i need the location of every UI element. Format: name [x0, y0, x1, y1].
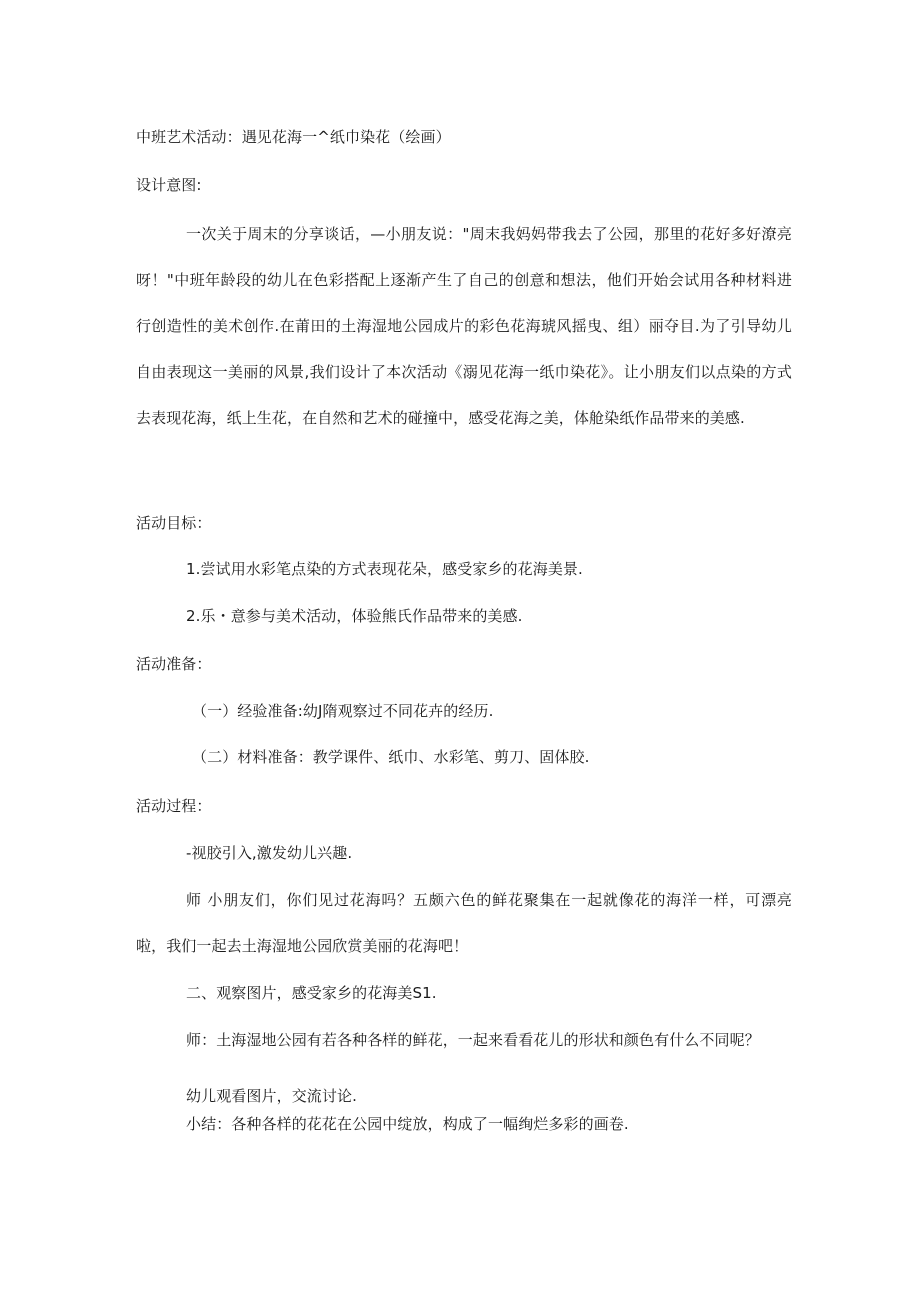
process-step-2: 二、观察图片，感受家乡的花海美S1.	[186, 984, 437, 1002]
prep-heading: 活动准备：	[136, 655, 212, 673]
process-heading: 活动过程：	[136, 797, 212, 815]
design-intent-paragraph: 一次关于周末的分享谈话，—小朋友说："周末我妈妈带我去了公园，那里的花好多好潦亮呀！"中班年龄段的幼儿在色彩搭配上逐渐产生了自己的创意和想法，他们开始会试用各种材料进行创造性的美术创作.在莆田的土海湿地公园成片的彩色花海琥风摇曳、组）丽夺目.为了引导幼儿自由表现这一美丽的风景,我们设计了本次活动《溺见花海一纸巾染花》。让小朋友们以点染的方式去表现花海，纸上生花，在自然和艺术的碰撞中，感受花海之美，体舱染纸作品带来的美感.	[136, 225, 792, 427]
design-intent-heading: 设计意图:	[136, 176, 202, 194]
prep-item-2: （二）材料准备：教学课件、纸巾、水彩笔、剪刀、固体胶.	[192, 748, 590, 766]
teacher-dialogue-2: 师：土海湿地公园有若各种各样的鲜花，一起来看看花儿的形状和颜色有什么不同呢？	[186, 1031, 760, 1049]
children-observe: 幼儿观看图片，交流讨论.	[186, 1087, 357, 1105]
process-step-1: -视胶引入,激发幼儿兴趣.	[186, 844, 353, 862]
goals-heading: 活动目标：	[136, 514, 212, 532]
document-title: 中班艺术活动：遇见花海一^纸巾染花（绘画）	[136, 128, 451, 146]
prep-item-1: （一）经验准备:幼J隋观察过不同花卉的经历.	[192, 702, 494, 720]
goal-item-1: 1.尝试用水彩笔点染的方式表现花朵，感受家乡的花海美景.	[186, 560, 583, 578]
summary: 小结：各种各样的花花在公园中绽放，构成了一幅绚烂多彩的画卷.	[186, 1115, 629, 1133]
teacher-dialogue-1: 师 小朋友们，你们见过花海吗？五颇六色的鲜花聚集在一起就像花的海洋一样，可漂亮啦，我们一起去土海湿地公园欣赏美丽的花海吧！	[136, 891, 792, 955]
goal-item-2: 2.乐・意参与美术活动，体验熊氏作品带来的美感.	[186, 607, 523, 625]
